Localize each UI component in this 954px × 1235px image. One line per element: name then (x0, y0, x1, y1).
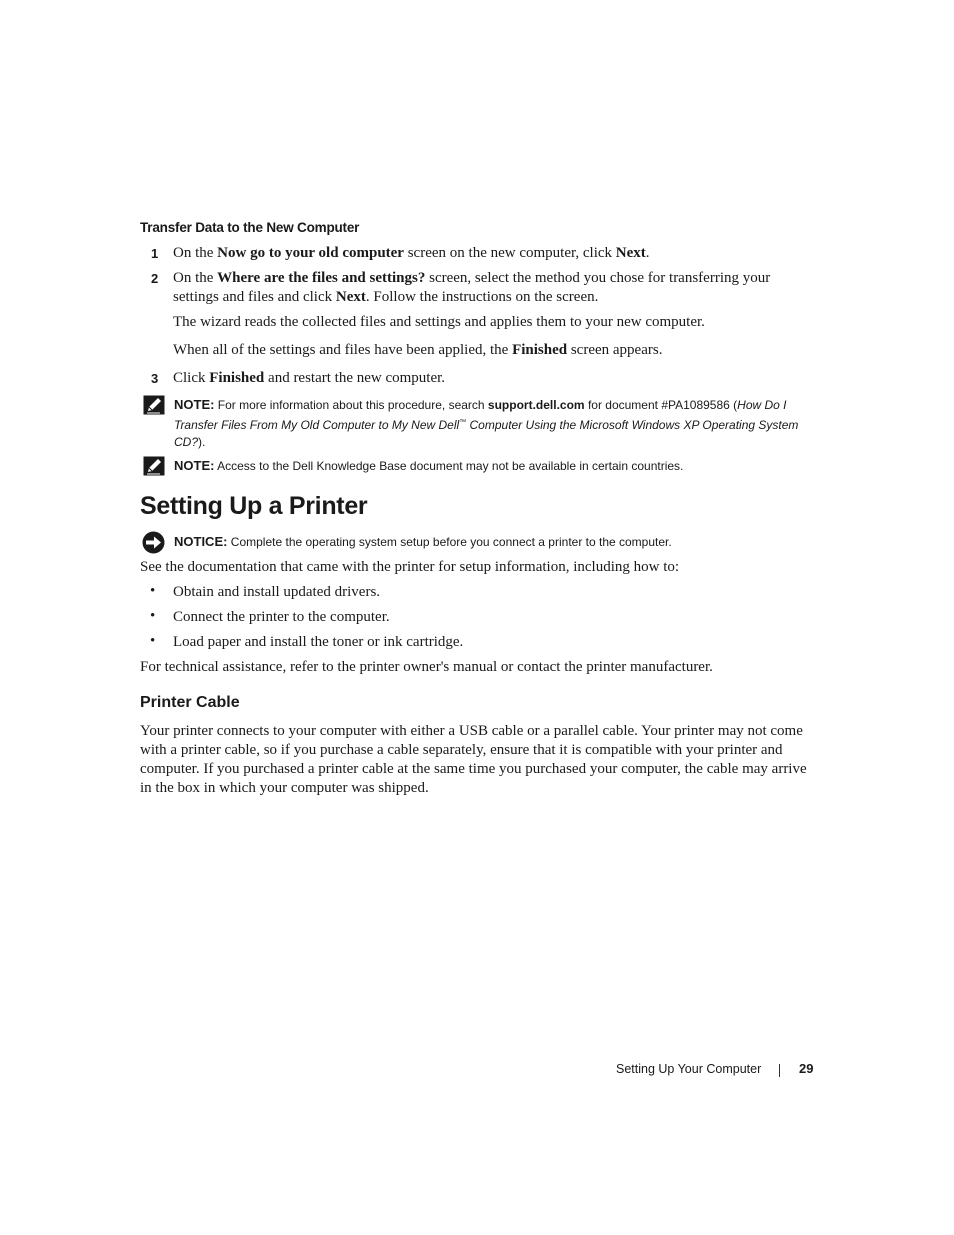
step-text: Click Finished and restart the new computer. (173, 370, 446, 386)
note-2: NOTE: Access to the Dell Knowledge Base document may not be available in certain countries. (174, 458, 684, 473)
subsection-heading: Printer Cable (140, 694, 240, 711)
finished-paragraph: When all of the settings and files have been applied, the Finished screen appears. (173, 342, 663, 358)
list-item: Load paper and install the toner or ink cartridge. (173, 634, 464, 650)
step-text: On the Now go to your old computer screen on the new computer, click Next. (173, 245, 650, 261)
step-number: 2 (151, 271, 159, 286)
support-link: support.dell.com (487, 398, 585, 412)
list-item: Connect the printer to the computer. (173, 609, 390, 625)
wizard-paragraph: The wizard reads the collected files and settings and applies them to your new computer. (173, 314, 705, 330)
footer-section-title: Setting Up Your Computer (616, 1062, 762, 1076)
bullet-glyph: • (150, 583, 156, 599)
page-title: Setting Up a Printer (140, 492, 368, 520)
intro-paragraph: See the documentation that came with the printer for setup information, including how to: (140, 559, 680, 575)
step-number: 1 (151, 246, 159, 261)
bullet-glyph: • (150, 633, 156, 649)
assistance-paragraph: For technical assistance, refer to the printer owner's manual or contact the printer manufacturer. (140, 659, 713, 675)
note-pencil-icon (143, 395, 165, 415)
page-number: 29 (799, 1061, 814, 1076)
list-item: Obtain and install updated drivers. (173, 584, 381, 600)
notice-arrow-icon (142, 531, 165, 554)
step-number: 3 (151, 371, 159, 386)
cable-paragraph: Your printer connects to your computer with either a USB cable or a parallel cable. Your printer may not come with a printer cable, so if you purchase a cable separately, ensure that it is compatible with your printer and computer. If you purchased a printer cable at the same time you purchased your computer, the cable may arrive in the box in which your computer was shipped. (140, 723, 807, 796)
note-1: NOTE: For more information about this procedure, search support.dell.com for document #PA1089586 (How Do I Transfer Files From My Old Computer to My New Dell™ Computer Using the Microsoft Windows XP Operating System CD?). (174, 397, 799, 449)
note-pencil-icon (143, 456, 165, 476)
footer-divider (779, 1064, 780, 1077)
step-text: On the Where are the files and settings? screen, select the method you chose for transferring your settings and files and click Next. Follow the instructions on the screen. (173, 270, 771, 305)
bullet-glyph: • (150, 608, 156, 624)
notice: NOTICE: Complete the operating system setup before you connect a printer to the computer. (174, 534, 672, 549)
section-heading: Transfer Data to the New Computer (140, 220, 360, 235)
